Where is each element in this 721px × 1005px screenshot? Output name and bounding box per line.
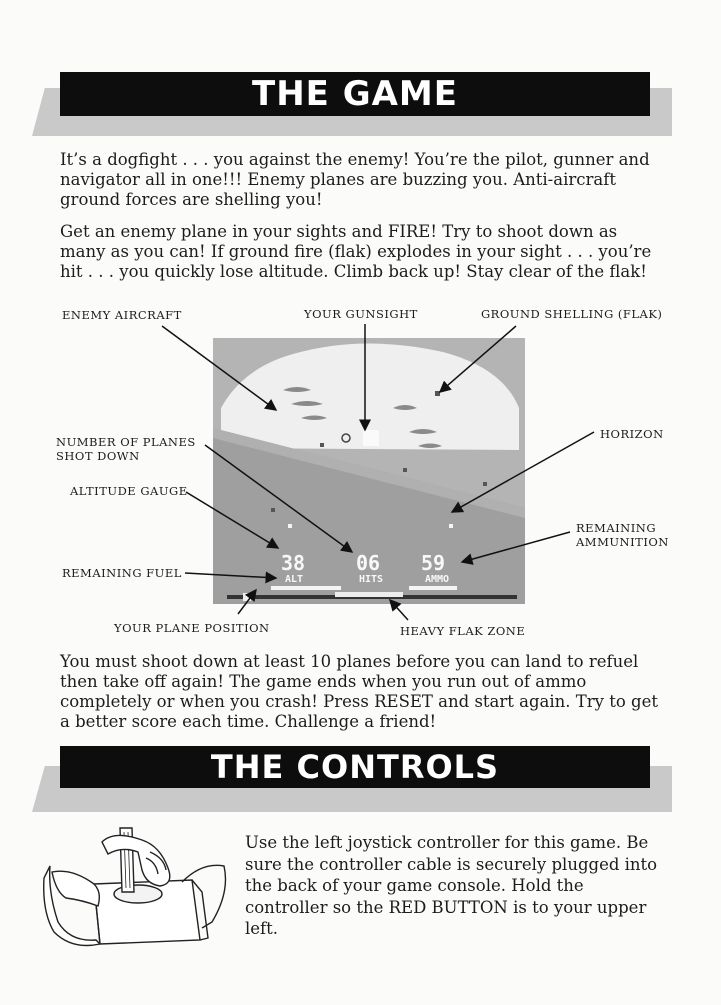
hud-ammo-label: AMMO: [425, 574, 450, 585]
hud-alt-value: 38: [281, 551, 306, 575]
label-your-gunsight: YOUR GUNSIGHT: [304, 307, 418, 321]
label-horizon: HORIZON: [600, 427, 664, 441]
hud-hits-value: 06: [356, 551, 381, 575]
fuel-bar: [271, 586, 341, 590]
game-paragraph-1: It’s a dogfight . . . you against the enemy! You’re the pilot, gunner and navigator all in one!!! Enemy planes are buzzing you. Anti-aircraft ground forces are shelling you!: [60, 150, 650, 209]
label-remaining-ammo-1: REMAINING: [576, 521, 657, 535]
label-planes-shot-1: NUMBER OF PLANES: [56, 435, 196, 449]
label-planes-shot-2: SHOT DOWN: [56, 449, 140, 463]
label-remaining-ammo-2: AMMUNITION: [576, 535, 669, 549]
heavy-flak-zone: [335, 592, 403, 597]
game-screen: [213, 338, 525, 604]
controls-section-title: THE CONTROLS: [210, 748, 500, 786]
label-ground-shelling: GROUND SHELLING (FLAK): [481, 307, 663, 321]
controls-banner: [60, 746, 650, 788]
game-banner: [60, 72, 650, 116]
hud-alt-label: ALT: [285, 574, 304, 585]
label-heavy-flak: HEAVY FLAK ZONE: [400, 624, 526, 638]
game-paragraph-3: You must shoot down at least 10 planes before you can land to refuel then take off again! The game ends when you run out of ammo completely or when you crash! Press RESET and start again. Try to get a better score each time. Challenge a friend!: [60, 652, 659, 731]
hud-ammo-value: 59: [421, 551, 446, 575]
game-section-title: THE GAME: [252, 74, 458, 114]
label-altitude-gauge: ALTITUDE GAUGE: [70, 484, 188, 498]
label-enemy-aircraft: ENEMY AIRCRAFT: [62, 308, 182, 322]
plane-position-marker: [243, 593, 251, 601]
controls-instructions: Use the left joystick controller for this game. Be sure the controller cable is securely plugged into the back of your game console. Hold the controller so the RED BUTTON is to your upper left.: [245, 833, 658, 938]
joystick-hands-illustration: [42, 822, 232, 952]
label-plane-position: YOUR PLANE POSITION: [114, 621, 270, 635]
game-paragraph-2: Get an enemy plane in your sights and FIRE! Try to shoot down as many as you can! If ground fire (flak) explodes in your sight . . . you’re hit . . . you quickly lose altitude. Climb back up! Stay clear of the flak!: [60, 222, 652, 281]
label-remaining-fuel: REMAINING FUEL: [62, 566, 182, 580]
ammo-bar: [409, 586, 457, 590]
hud-hits-label: HITS: [359, 574, 384, 585]
right-hand: [102, 835, 170, 886]
